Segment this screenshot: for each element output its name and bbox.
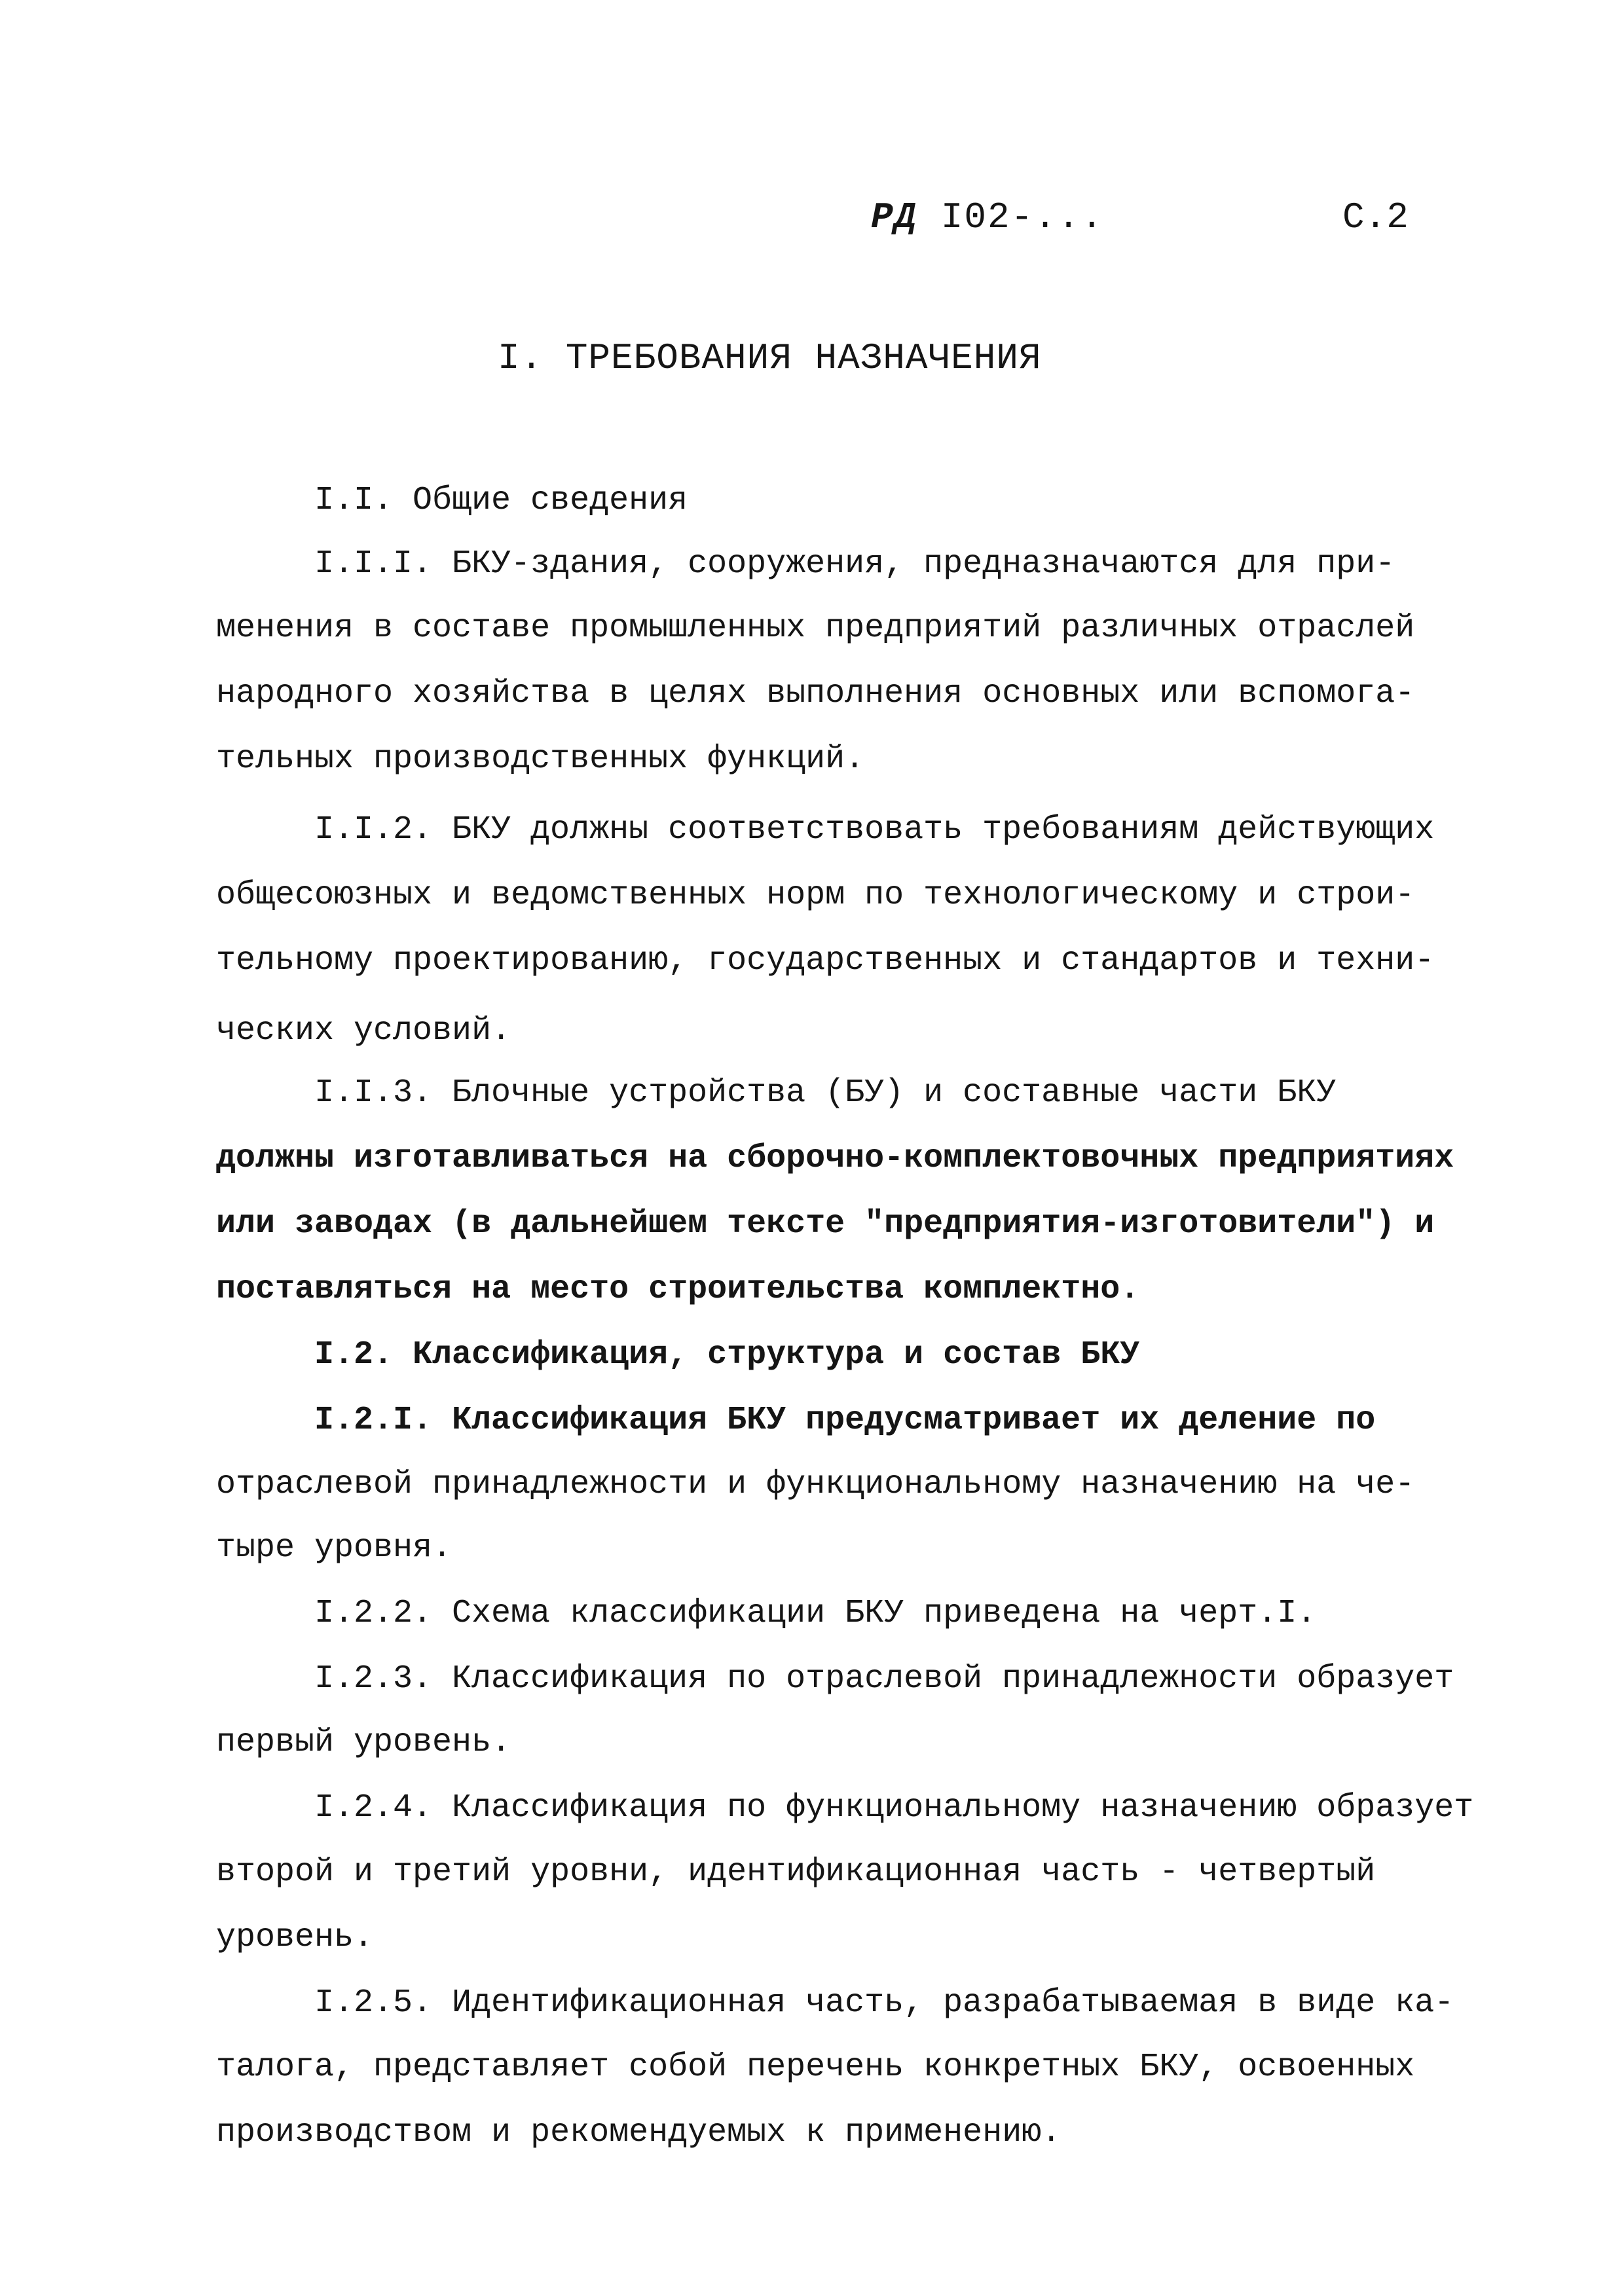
paragraph-line: I.I.I. БКУ-здания, сооружения, предназначаются для при- xyxy=(314,545,1395,583)
paragraph-line: должны изготавливаться на сборочно-комплектовочных предприятиях xyxy=(216,1140,1454,1177)
paragraph-line: тельному проектированию, государственных и стандартов и техни- xyxy=(216,942,1435,979)
section-title: I. ТРЕБОВАНИЯ НАЗНАЧЕНИЯ xyxy=(498,337,1042,379)
paragraph-line: I.2.I. Классификация БКУ предусматривает их деление по xyxy=(314,1402,1376,1439)
paragraph-line: тыре уровня. xyxy=(216,1529,452,1567)
paragraph-line: отраслевой принадлежности и функциональному назначению на че- xyxy=(216,1466,1415,1503)
paragraph-line: первый уровень. xyxy=(216,1724,511,1761)
paragraph-line: I.I.2. БКУ должны соответствовать требованиям действующих xyxy=(314,811,1435,848)
paragraph-line: тельных производственных функций. xyxy=(216,740,865,778)
subsection-heading: I.2. Классификация, структура и состав БКУ xyxy=(314,1336,1140,1374)
page-number: С.2 xyxy=(1342,196,1409,238)
paragraph-line: поставляться на место строительства комплектно. xyxy=(216,1271,1140,1308)
paragraph-line: народного хозяйства в целях выполнения основных или вспомога- xyxy=(216,675,1415,712)
document-code xyxy=(871,196,1104,238)
paragraph-line: производством и рекомендуемых к применению. xyxy=(216,2114,1061,2151)
paragraph-line: талога, представляет собой перечень конкретных БКУ, освоенных xyxy=(216,2049,1415,2086)
paragraph-line: или заводах (в дальнейшем тексте "предприятия-изготовители") и xyxy=(216,1205,1435,1243)
paragraph-line: I.I.3. Блочные устройства (БУ) и составные части БКУ xyxy=(314,1074,1337,1112)
paragraph-line: общесоюзных и ведомственных норм по технологическому и строи- xyxy=(216,877,1415,914)
document-prefix: РД xyxy=(871,196,918,238)
document-number: I02-... xyxy=(940,196,1105,238)
paragraph-line: I.2.2. Схема классификации БКУ приведена на черт.I. xyxy=(314,1595,1317,1632)
paragraph-line: I.2.3. Классификация по отраслевой принадлежности образует xyxy=(314,1660,1454,1698)
subsection-heading: I.I. Общие сведения xyxy=(314,482,688,519)
paragraph-line: I.2.5. Идентификационная часть, разрабатываемая в виде ка- xyxy=(314,1984,1454,2022)
paragraph-line: ческих условий. xyxy=(216,1012,511,1049)
paragraph-line: I.2.4. Классификация по функциональному назначению образует xyxy=(314,1789,1474,1827)
paragraph-line: второй и третий уровни, идентификационная часть - четвертый xyxy=(216,1853,1376,1891)
paragraph-line: уровень. xyxy=(216,1919,374,1956)
paragraph-line: менения в составе промышленных предприятий различных отраслей xyxy=(216,610,1415,647)
